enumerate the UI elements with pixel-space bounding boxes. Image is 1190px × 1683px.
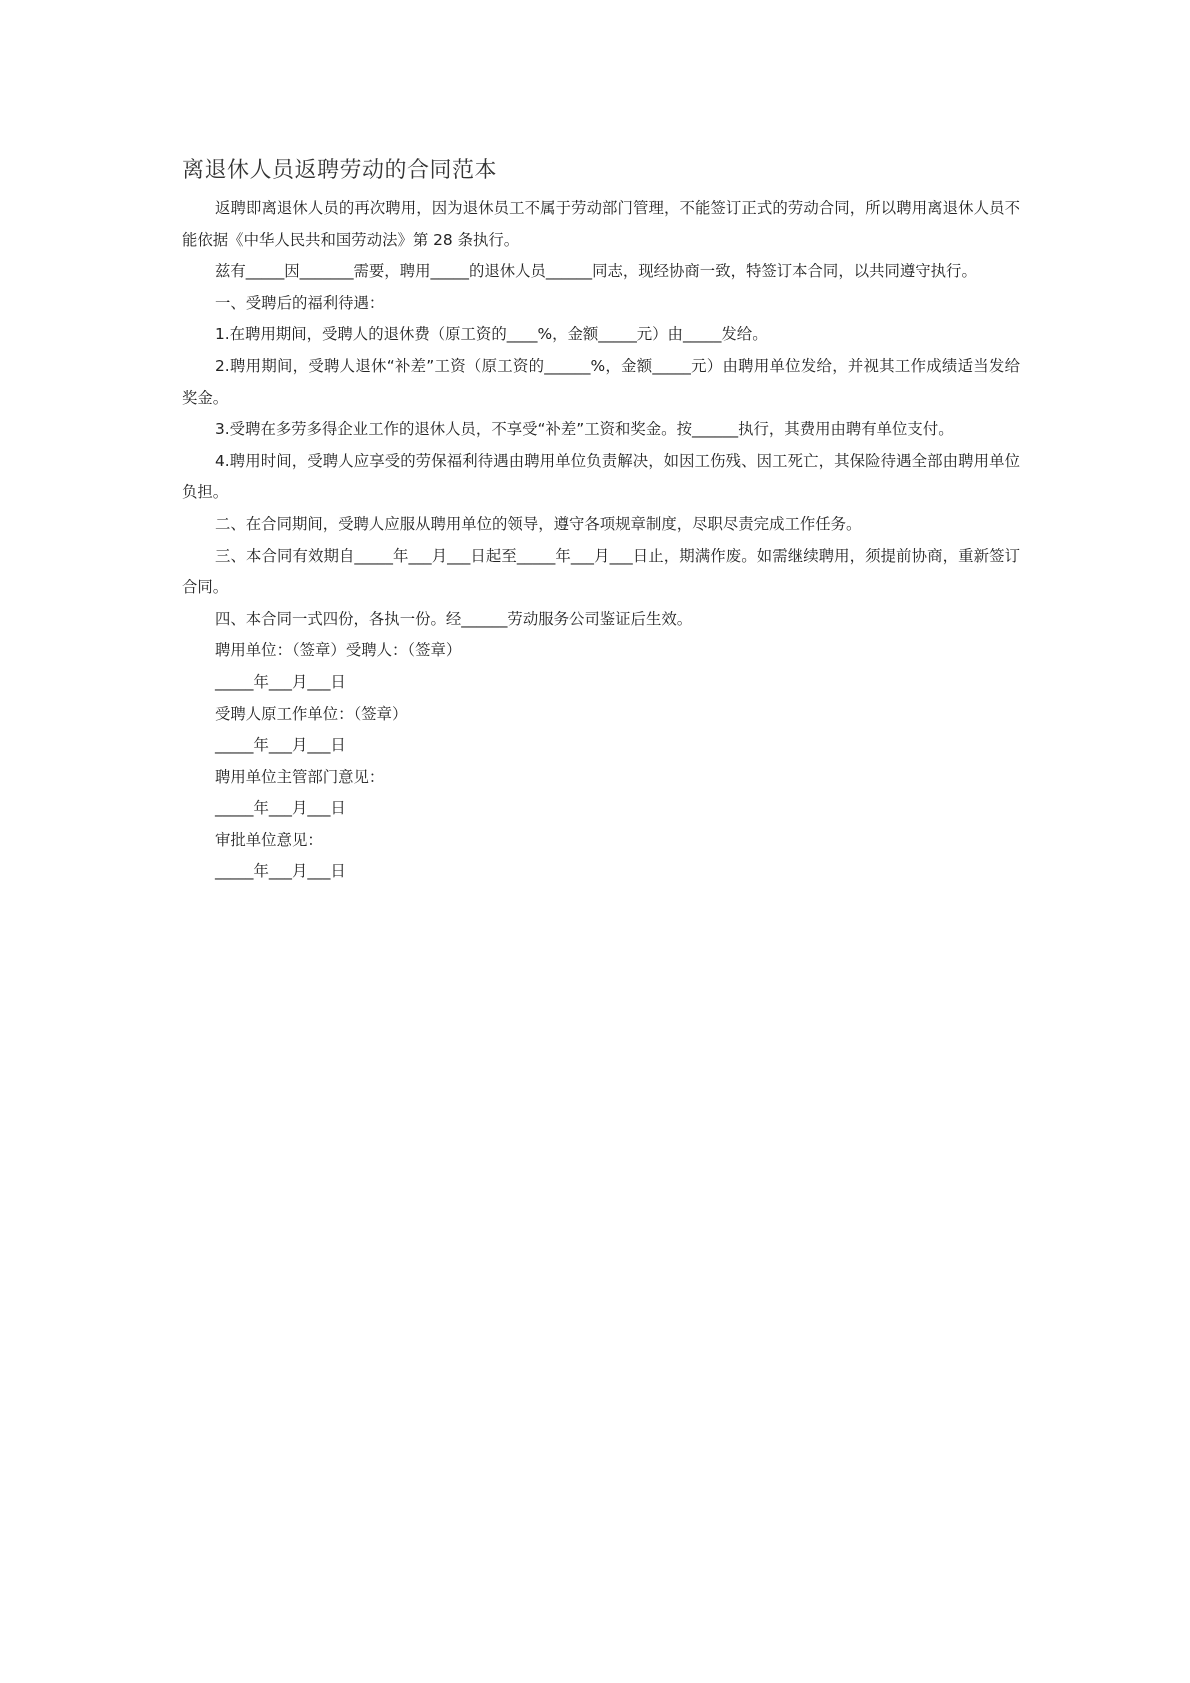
section-validity: 三、本合同有效期自_____年___月___日起至_____年___月___日止，期满作废。如需继续聘用，须提前协商，重新签订合同。 [182,546,1020,597]
document-page [182,156,1020,888]
document-title: 离退休人员返聘劳动的合同范本 [182,158,498,183]
section-obligations: 二、在合同期间，受聘人应服从聘用单位的领导，遵守各项规章制度，尽职尽责完成工作任务。 [215,514,862,533]
signature-approval-opinion: 审批单位意见： [215,830,323,849]
signature-supervisor-opinion: 聘用单位主管部门意见： [215,767,385,786]
signature-date-line: _____年___月___日 [215,862,346,881]
clause-2: 2.聘用期间，受聘人退休“补差”工资（原工资的______%，金额_____元）由聘用单位发给，并视其工作成绩适当发给奖金。 [182,356,1020,407]
clause-4: 4.聘用时间，受聘人应享受的劳保福利待遇由聘用单位负责解决，如因工伤残、因工死亡，其保险待遇全部由聘用单位负担。 [182,451,1020,502]
section-copies: 四、本合同一式四份，各执一份。经______劳动服务公司鉴证后生效。 [215,609,693,628]
paragraph-parties: 兹有_____因_______需要，聘用_____的退休人员______同志，现经协商一致，特签订本合同，以共同遵守执行。 [215,262,977,281]
section-heading-benefits: 一、受聘后的福利待遇： [215,293,385,312]
signature-employer-employee: 聘用单位：（签章）受聘人：（签章） [215,641,462,660]
signature-date-line: _____年___月___日 [215,672,346,691]
clause-1: 1.在聘用期间，受聘人的退休费（原工资的____%，金额_____元）由_____发给。 [215,325,768,344]
signature-date-line: _____年___月___日 [215,736,346,755]
clause-3: 3.受聘在多劳多得企业工作的退休人员，不享受“补差”工资和奖金。按______执行，其费用由聘有单位支付。 [215,420,954,439]
signature-date-line: _____年___月___日 [215,799,346,818]
signature-original-employer: 受聘人原工作单位：（签章） [215,704,408,723]
paragraph-intro: 返聘即离退休人员的再次聘用，因为退休员工不属于劳动部门管理，不能签订正式的劳动合同，所以聘用离退休人员不能依据《中华人民共和国劳动法》第 28 条执行。 [182,199,1020,249]
